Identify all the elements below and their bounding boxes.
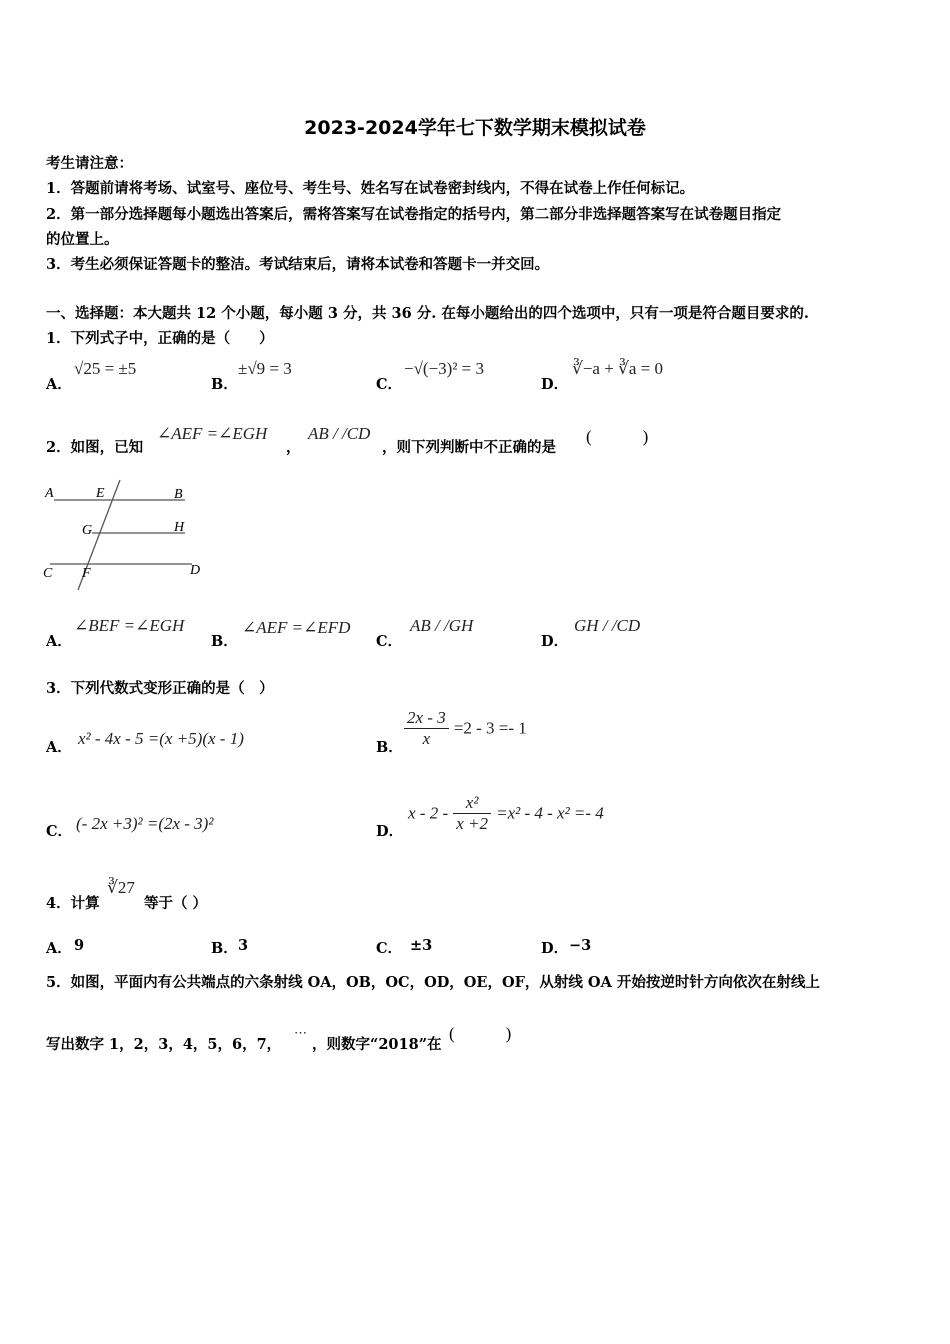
q2-option-b-label: B． xyxy=(211,633,238,650)
q3-option-b-fraction: $\frac{2x - 3}{x}$ xyxy=(404,708,449,749)
fig-label-h: H xyxy=(174,520,185,535)
q4-option-b-label: B． xyxy=(211,940,238,957)
q2-answer-paren: ( ) xyxy=(586,427,649,446)
q5-line-1: 5．如图，平面内有公共端点的六条射线 OA，OB，OC，OD，OE，OF，从射线 OA 开始按逆时针方向依次在射线上 xyxy=(46,974,820,991)
q2-suffix: ，则下列判断中不正确的是 xyxy=(382,439,556,456)
q2-option-d-label: D． xyxy=(541,633,569,650)
q5-line-2: 写出数字 1，2，3，4，5，6，7， xyxy=(46,1036,282,1053)
q2-option-b: ∠AEF =∠EFD xyxy=(242,618,351,637)
notice-item-1: 1．答题前请将考场、试室号、座位号、考生号、姓名写在试卷密封线内，不得在试卷上作任何标记。 xyxy=(46,180,695,197)
q2-option-c: AB / /GH xyxy=(410,616,474,635)
q3-option-d: x - 2 - $\frac{\text{x²}}{x +2}$ =x² - 4 - x² =- 4 xyxy=(408,793,604,833)
q4-option-b: 3 xyxy=(238,937,249,954)
q1-stem: 1．下列式子中，正确的是（ ） xyxy=(46,330,274,347)
q3-option-d-label: D． xyxy=(376,823,404,840)
q5-line-2b: ，则数字“2018”在 xyxy=(312,1036,442,1053)
q4-suffix: 等于（ ） xyxy=(144,895,208,912)
q2-option-a: ∠BEF =∠EGH xyxy=(74,616,185,635)
q4-option-c-label: C． xyxy=(376,940,403,957)
fig-label-e: E xyxy=(96,486,105,501)
q3-option-b-label: B． xyxy=(376,739,403,756)
notice-heading: 考生请注意： xyxy=(46,155,133,172)
q1-option-c-label: C． xyxy=(376,376,403,393)
fig-label-a: A xyxy=(45,486,54,501)
q3-option-a-label: A． xyxy=(46,739,72,756)
fig-label-g: G xyxy=(82,523,93,538)
section-heading: 一、选择题：本大题共 12 个小题，每小题 3 分，共 36 分. 在每小题给出的四个选项中，只有一项是符合题目要求的. xyxy=(46,305,809,322)
q2-figure xyxy=(40,478,215,593)
q4-option-d-label: D． xyxy=(541,940,569,957)
q3-option-a: x² - 4x - 5 =(x +5)(x - 1) xyxy=(78,729,244,748)
q1-option-b-label: B． xyxy=(211,376,238,393)
page-title: 2023-2024学年七下数学期末模拟试卷 xyxy=(304,117,646,139)
q1-option-d: ∛−a + ∛a = 0 xyxy=(572,359,664,378)
fig-label-b: B xyxy=(174,487,183,502)
notice-item-2: 2．第一部分选择题每小题选出答案后，需将答案写在试卷指定的括号内，第二部分非选择题答案写在试卷题目指定 xyxy=(46,206,782,223)
q4-option-a: 9 xyxy=(74,937,85,954)
notice-item-3: 3．考生必须保证答题卡的整洁。考试结束后，请将本试卷和答题卡一并交回。 xyxy=(46,256,550,273)
q5-ellipsis: ⋯ xyxy=(294,1025,307,1040)
q1-option-b: ±√9 = 3 xyxy=(238,359,292,378)
q2-condition-2: AB / /CD xyxy=(308,424,371,443)
q4-option-a-label: A． xyxy=(46,940,72,957)
q3-option-d-fraction: $\frac{\text{x²}}{x +2}$ xyxy=(453,793,491,834)
q3-stem: 3．下列代数式变形正确的是（ ） xyxy=(46,680,274,697)
q5-answer-paren: ( ) xyxy=(449,1024,512,1043)
q1-option-a-label: A． xyxy=(46,376,72,393)
q2-condition-1: ∠AEF =∠EGH xyxy=(157,424,268,443)
q3-option-c: (- 2x +3)² =(2x - 3)² xyxy=(76,814,214,833)
q2-option-a-label: A． xyxy=(46,633,72,650)
q4-prefix: 4．计算 xyxy=(46,895,100,912)
q1-option-c: −√(−3)² = 3 xyxy=(404,359,485,378)
q4-option-c: ±3 xyxy=(410,937,433,954)
fig-label-f: F xyxy=(82,566,91,581)
q1-option-d-label: D． xyxy=(541,376,569,393)
q3-option-c-label: C． xyxy=(46,823,73,840)
q2-option-c-label: C． xyxy=(376,633,403,650)
q3-option-b: $\frac{2x - 3}{x}$ =2 - 3 =- 1 xyxy=(404,708,527,749)
q1-option-a: √25 = ±5 xyxy=(74,359,137,378)
q2-option-d: GH / /CD xyxy=(574,616,641,635)
q4-expression: ∛27 xyxy=(107,878,135,897)
q2-separator: ， xyxy=(286,439,301,456)
fig-label-c: C xyxy=(43,566,53,581)
q2-prefix: 2．如图，已知 xyxy=(46,439,144,456)
q4-option-d: −3 xyxy=(569,937,592,954)
notice-item-2-cont: 的位置上。 xyxy=(46,231,119,248)
fig-label-d: D xyxy=(190,563,201,578)
